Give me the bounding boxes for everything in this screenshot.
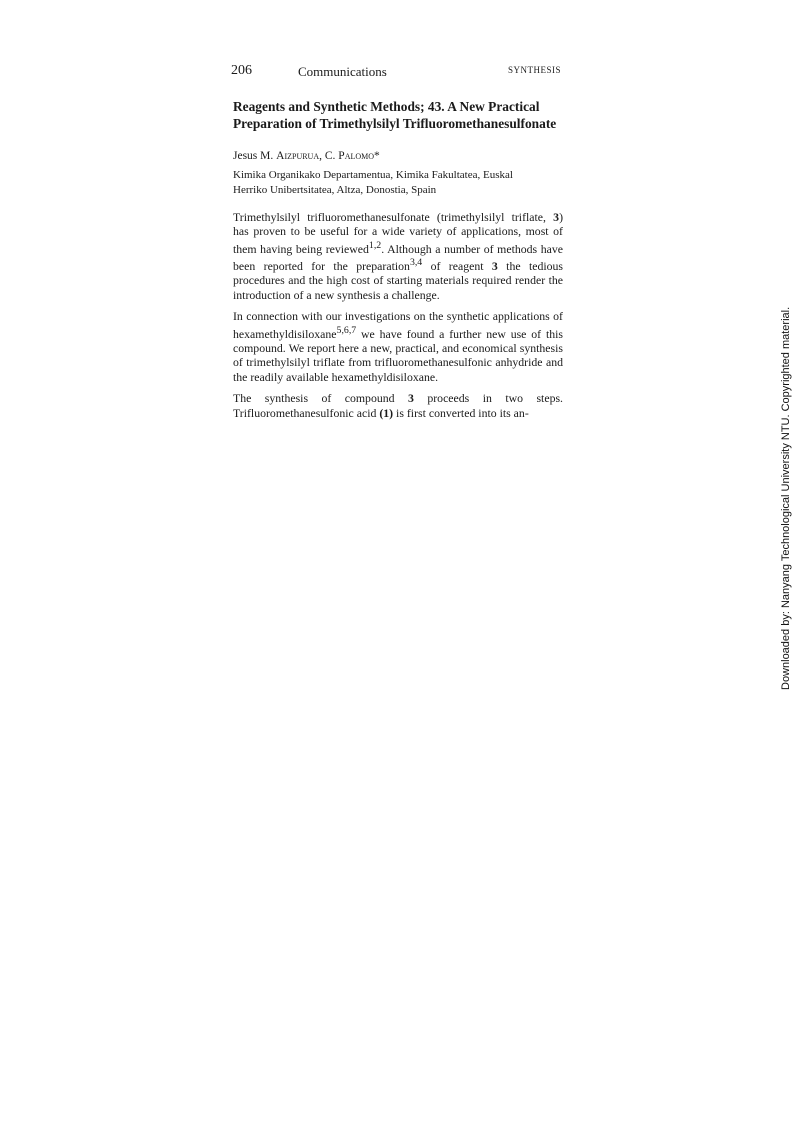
title-line-1: Reagents and Synthetic Methods; 43. A New Practical (233, 99, 540, 114)
p2-text-c: we have found a further new use of this compound. We report here a new, practical, and economical synthesis of trimethylsilyl triflate from trifluoromethanesulfonic anhydride and the readily available hexamethyldisiloxane. (233, 326, 563, 384)
author-2-surname: Palomo (338, 150, 375, 162)
compound-ref: 3 (491, 259, 498, 274)
p3-text-a: The synthesis of compound (233, 391, 408, 406)
article-body (233, 210, 563, 427)
author-separator: , (319, 150, 325, 162)
p1-text-i: the tedious procedures and the high cost of starting materials required render the introduction of a new synthesis a challenge. (233, 259, 564, 302)
p1-text-a: Trimethylsilyl trifluoromethanesulfonate (trimethylsilyl triflate, (233, 210, 554, 224)
affiliation-line-1: Kimika Organikako Departamentua, Kimika Fakultatea, Euskal (233, 169, 513, 181)
compound-ref: 3 (408, 391, 414, 406)
affiliation (233, 168, 563, 198)
compound-ref: 3 (553, 210, 560, 224)
article-title (233, 98, 573, 132)
corresponding-mark: * (374, 150, 380, 162)
compound-ref: (1) (379, 405, 394, 420)
citation-ref: 3,4 (409, 257, 423, 269)
paragraph-2 (233, 309, 563, 384)
download-watermark: Downloaded by: Nanyang Technological University NTU. Copyrighted material. (780, 306, 792, 690)
section-name: Communications (298, 64, 387, 79)
affiliation-line-2: Herriko Unibertsitatea, Altza, Donostia, Spain (233, 184, 437, 196)
p1-text-e: . Although a number of methods have been reported for the preparation (233, 241, 563, 274)
paragraph-3 (233, 391, 563, 420)
page-number: 206 (231, 63, 252, 78)
p1-text-g: of reagent (422, 259, 492, 274)
author-1-given: Jesus M. (233, 150, 277, 162)
journal-name: SYNTHESIS (507, 65, 561, 75)
paragraph-1 (233, 210, 563, 302)
p3-text-e: is first converted into its an- (393, 405, 529, 420)
citation-ref: 1,2 (368, 239, 382, 251)
author-2-given: C. (324, 150, 339, 162)
p2-text-a: In connection with our investigations on the synthetic applications of hexamethyldisiloxane (233, 309, 563, 341)
title-line-2: Preparation of Trimethylsilyl Trifluoromethanesulfonate (233, 116, 557, 131)
page-header (231, 63, 561, 79)
p1-text-c: ) has proven to be useful for a wide variety of applications, most of them having being reviewed (233, 210, 563, 256)
p3-text-c: proceeds in two steps. Trifluoromethanesulfonic acid (233, 391, 564, 420)
author-1-surname: Aizpurua (276, 150, 320, 162)
authors (233, 150, 380, 162)
citation-ref: 5,6,7 (336, 324, 357, 336)
